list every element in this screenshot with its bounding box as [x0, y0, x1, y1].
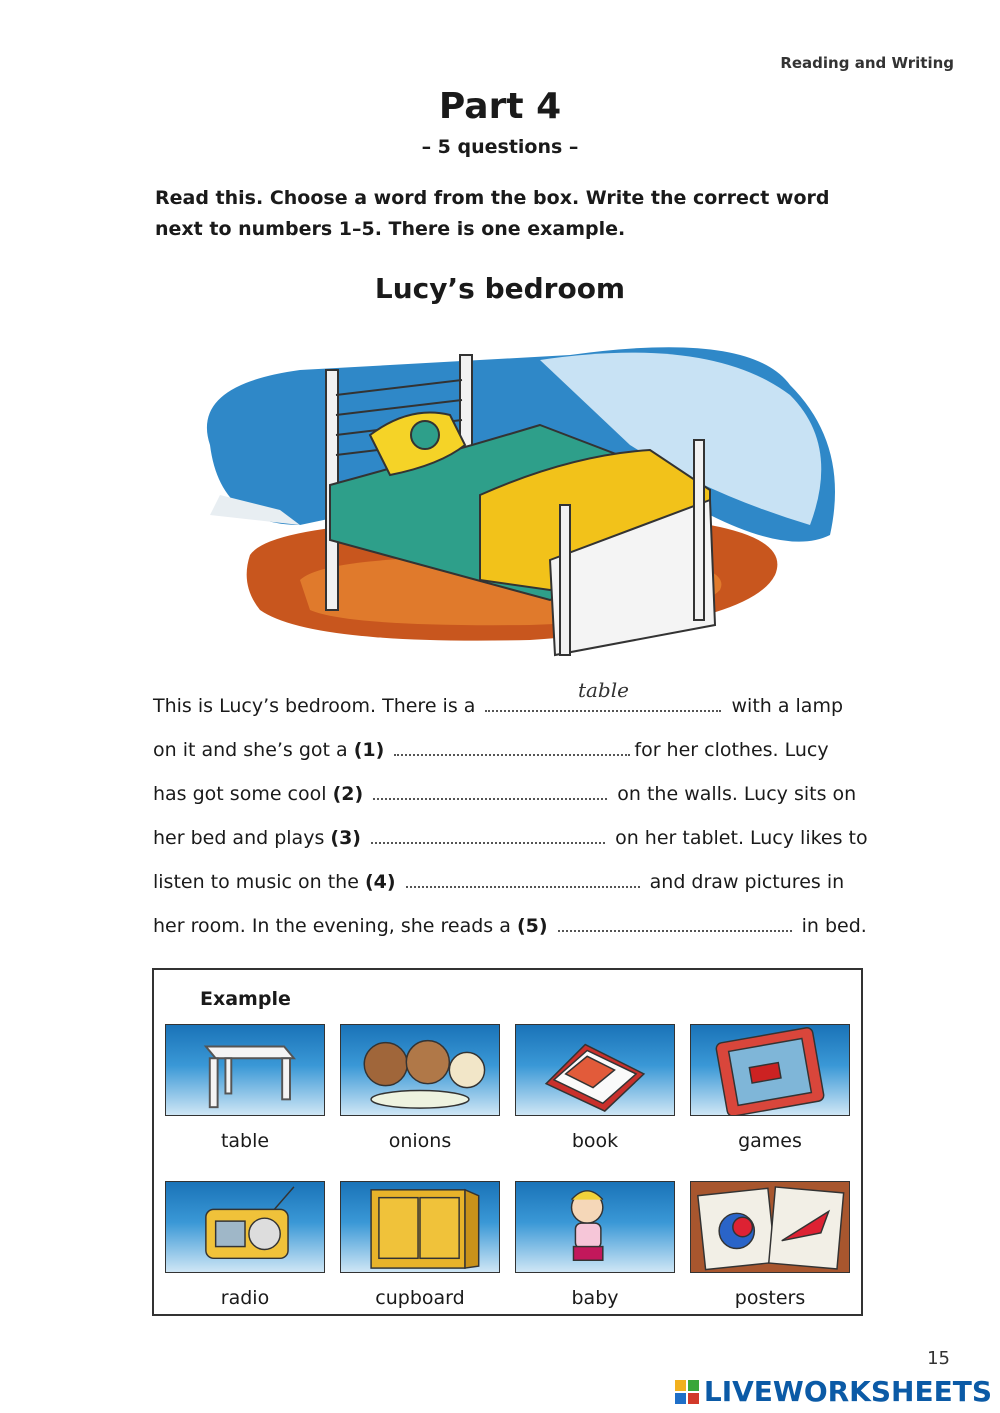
- word-baby: baby: [571, 1287, 619, 1309]
- cupboard-picture: [340, 1181, 500, 1273]
- line-text-after: on the walls. Lucy sits on: [617, 783, 857, 805]
- word-table: table: [220, 1130, 270, 1152]
- passage-line-5: [153, 904, 873, 948]
- line-text-after: for her clothes. Lucy: [634, 739, 829, 761]
- liveworksheets-icon: [674, 1379, 700, 1405]
- question-number: (2): [332, 783, 364, 805]
- bedroom-illustration: [150, 325, 870, 665]
- passage-line-example: [153, 678, 873, 728]
- story-passage: [153, 678, 873, 948]
- line-text-before: her bed and plays: [153, 827, 325, 849]
- book-picture: [515, 1024, 675, 1116]
- word-games: games: [738, 1130, 802, 1152]
- word-onions: onions: [388, 1130, 452, 1152]
- line-text-before: listen to music on the: [153, 871, 359, 893]
- question-number: (3): [330, 827, 361, 849]
- liveworksheets-logo[interactable]: [674, 1375, 992, 1408]
- passage-line-4: [153, 860, 873, 904]
- answer-blank-5[interactable]: [558, 914, 792, 932]
- line-text-after: and draw pictures in: [649, 871, 845, 893]
- passage-line-1: [153, 728, 873, 772]
- example-answer-blank: [485, 678, 721, 712]
- games-picture: [690, 1024, 850, 1116]
- part-title: Part 4: [438, 86, 562, 127]
- line-text-before: on it and she’s got a: [153, 739, 348, 761]
- posters-picture: [690, 1181, 850, 1273]
- line-text-before: her room. In the evening, she reads a: [153, 915, 511, 937]
- word-box: [152, 968, 863, 1316]
- word-radio: radio: [220, 1287, 270, 1309]
- passage-line-3: [153, 816, 873, 860]
- part-subtitle: – 5 questions –: [421, 136, 579, 158]
- story-title: Lucy’s bedroom: [374, 272, 626, 305]
- line-text-before: This is Lucy’s bedroom. There is a: [153, 695, 476, 717]
- question-number: (4): [364, 871, 396, 893]
- answer-blank-2[interactable]: [373, 782, 607, 800]
- instructions: Read this. Choose a word from the box. Write the correct word next to numbers 1–5. There is one example.: [155, 187, 830, 240]
- line-text-after: with a lamp: [731, 695, 844, 717]
- passage-line-2: [153, 772, 873, 816]
- table-picture: [165, 1024, 325, 1116]
- question-number: (1): [353, 739, 385, 761]
- section-header: Reading and Writing: [780, 54, 954, 72]
- line-text-before: has got some cool: [153, 783, 327, 805]
- word-cupboard: cupboard: [375, 1287, 465, 1309]
- answer-blank-3[interactable]: [371, 826, 605, 844]
- answer-blank-4[interactable]: [406, 870, 640, 888]
- example-label: Example: [200, 988, 291, 1010]
- answer-blank-1[interactable]: [394, 738, 630, 756]
- page-number: 15: [927, 1348, 950, 1369]
- radio-picture: [165, 1181, 325, 1273]
- line-text-after: on her tablet. Lucy likes to: [615, 827, 868, 849]
- word-posters: posters: [734, 1287, 806, 1309]
- onions-picture: [340, 1024, 500, 1116]
- brand-text: LIVEWORKSHEETS: [703, 1375, 992, 1408]
- baby-picture: [515, 1181, 675, 1273]
- example-answer: table: [577, 678, 629, 702]
- question-number: (5): [516, 915, 548, 937]
- word-book: book: [571, 1130, 619, 1152]
- line-text-after: in bed.: [801, 915, 867, 937]
